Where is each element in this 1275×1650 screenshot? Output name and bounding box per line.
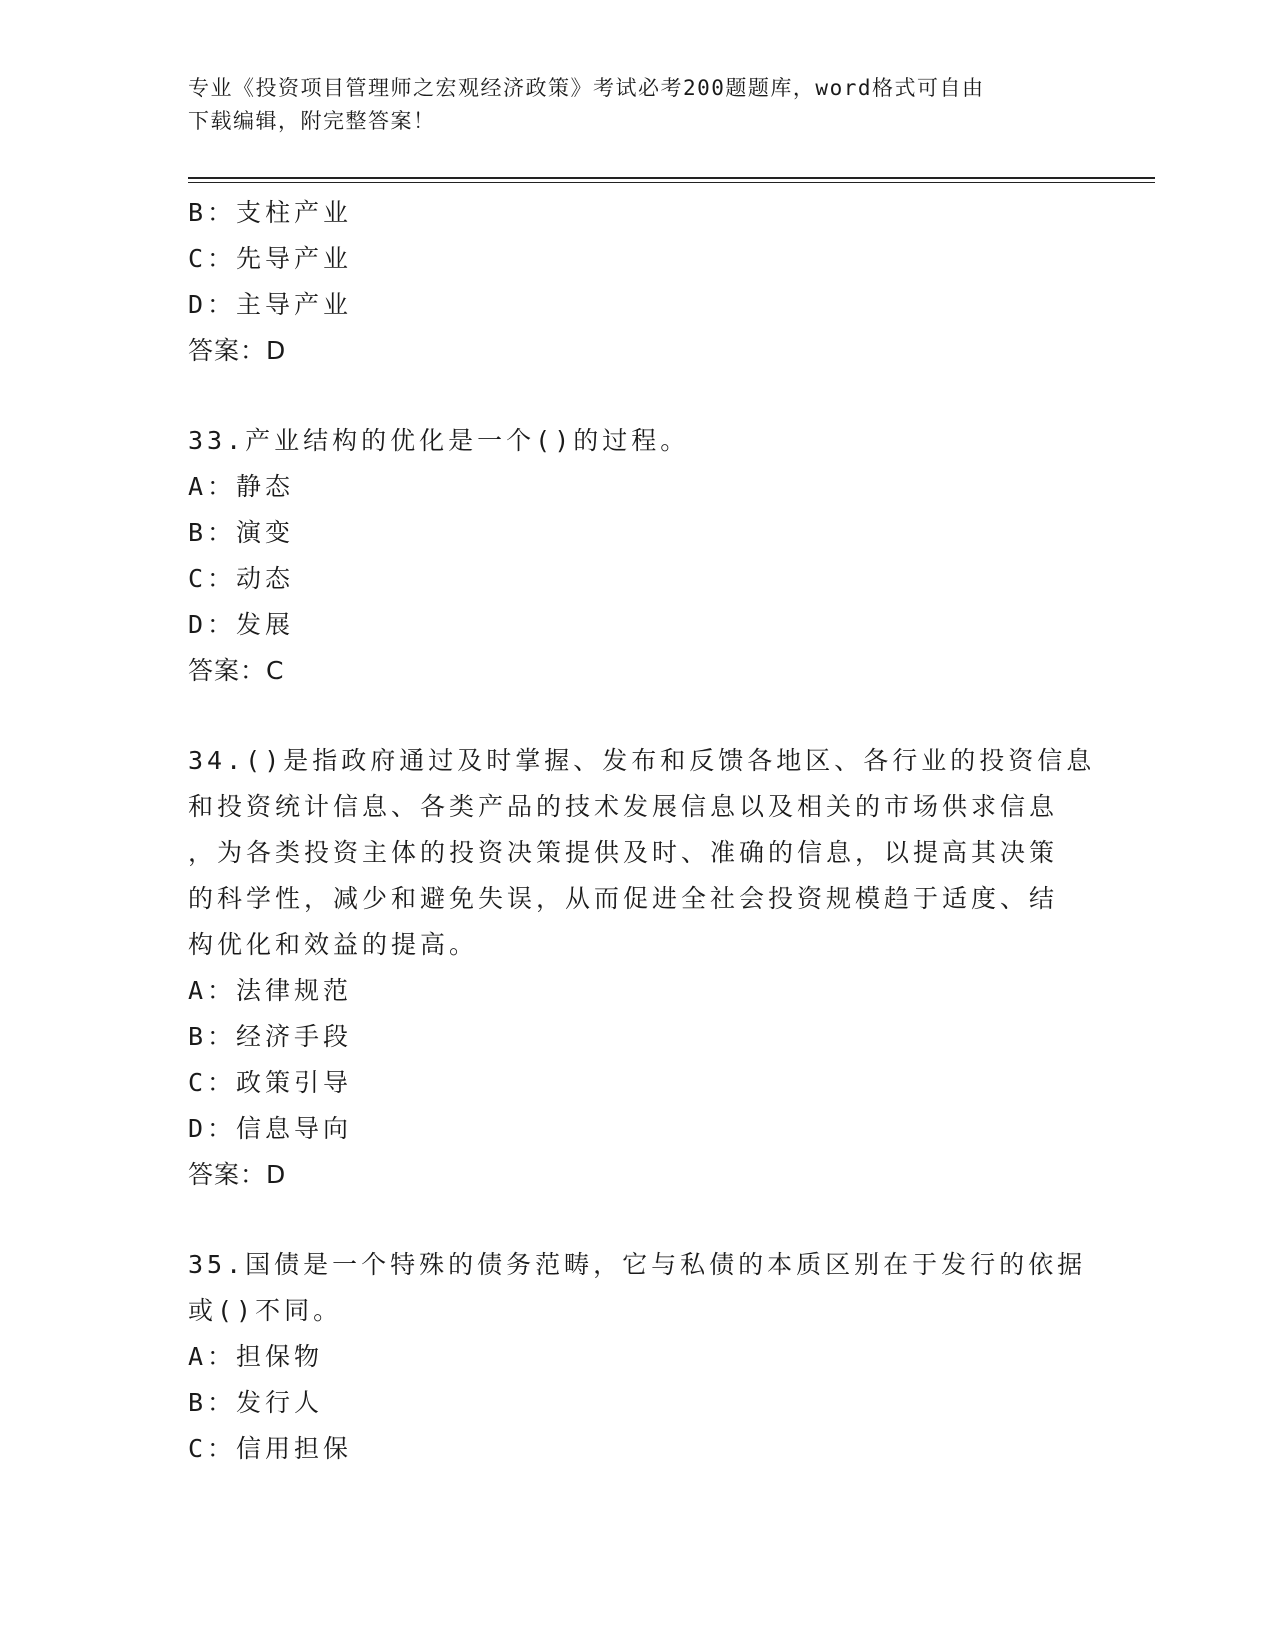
question-text-line: 35.国债是一个特殊的债务范畴，它与私债的本质区别在于发行的依据 [188, 1250, 1087, 1279]
question-text-line: 构优化和效益的提高。 [188, 930, 479, 959]
option-b: B：支柱产业 [188, 198, 353, 227]
option-a: A：担保物 [188, 1342, 324, 1371]
answer: 答案：D [188, 1160, 287, 1189]
option-d: D：发展 [188, 610, 295, 639]
option-b: B：经济手段 [188, 1022, 353, 1051]
option-c: C：先导产业 [188, 244, 353, 273]
question-text-line: 34.()是指政府通过及时掌握、发布和反馈各地区、各行业的投资信息 [188, 746, 1096, 775]
option-c: C：政策引导 [188, 1068, 353, 1097]
header-line-2: 下载编辑，附完整答案！ [188, 109, 436, 133]
question-content [188, 190, 1096, 1472]
question-text-line: 和投资统计信息、各类产品的技术发展信息以及相关的市场供求信息 [188, 792, 1059, 821]
option-b: B：发行人 [188, 1388, 324, 1417]
question-32-continued [188, 190, 1088, 374]
question-text-line: 的科学性，减少和避免失误，从而促进全社会投资规模趋于适度、结 [188, 884, 1059, 913]
option-b: B：演变 [188, 518, 295, 547]
document-header [188, 72, 1068, 138]
header-rule-thin [188, 182, 1155, 183]
option-c: C：动态 [188, 564, 295, 593]
question-text-line: ，为各类投资主体的投资决策提供及时、准确的信息，以提高其决策 [188, 838, 1059, 867]
option-d: D：主导产业 [188, 290, 353, 319]
header-rule-thick [188, 177, 1155, 179]
question-34 [188, 738, 1096, 1198]
option-c: C：信用担保 [188, 1434, 353, 1463]
question-text: 33.产业结构的优化是一个()的过程。 [188, 426, 690, 455]
question-35 [188, 1242, 1088, 1472]
answer: 答案：C [188, 656, 285, 685]
option-d: D：信息导向 [188, 1114, 353, 1143]
answer: 答案：D [188, 336, 287, 365]
header-line-1: 专业《投资项目管理师之宏观经济政策》考试必考200题题库，word格式可自由 [188, 76, 985, 100]
option-a: A：法律规范 [188, 976, 353, 1005]
question-text-line: 或()不同。 [188, 1296, 343, 1325]
option-a: A：静态 [188, 472, 295, 501]
question-33 [188, 418, 1088, 694]
